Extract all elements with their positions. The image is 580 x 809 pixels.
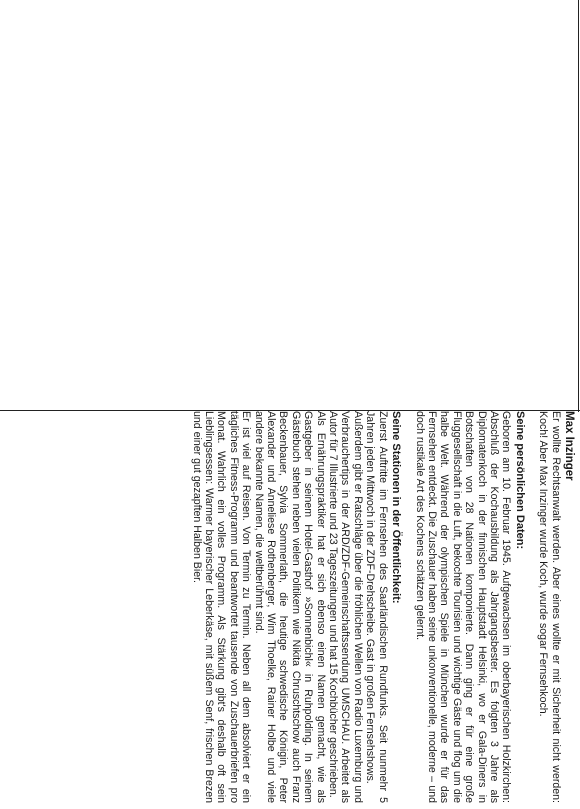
stations-paragraph-4: Er ist viel auf Reisen. Von Termin zu Termin. Neben all dem absolviert er ein tägliches Fitness-Programm und beantwortet tausende von Zuschauerbriefen pro Monat. Wahrlich ein volles Programm. Als Stärkung gibt's deshalb oft sein Lieblingsessen: Warmer bayerischer Leberkäse, mit süßem Senf, frischen Brezen und einer gut gezapften Halben Bier.: [190, 411, 253, 803]
personal-data-heading: Seine persönlichen Daten:: [513, 411, 526, 550]
stations-paragraph-3: Als Ernährungspraktiker hat er sich ebenso einen Namen gemacht, wie als Gastgeber in seinem Hotel-Gasthof »Sonnenbichl« in Ruhpolding. In seinem Gästebuch stehen neben vielen Politikern wie Nikita Chruschtschow auch Franz Beckenbauer, Sylvia Sommerlath, die heutige schwedische Königin, Peter Alexander und Anneliese Rothenberger, Wim Thoelke, Rainer Holbe und viele andere bekannte Namen, die weltberühmt sind.: [252, 411, 327, 803]
stations-paragraph-1: Zuerst Auftritte im Fernsehen des Saarländischen Rundfunks. Seit nunmehr 5 Jahren jeden Mittwoch in der ZDF-Drehscheibe. Gast in großen Fernsehshows.: [364, 411, 389, 803]
document-sheet: [11, 407, 577, 809]
intro-paragraph: Er wollte Rechtsanwalt werden. Aber eines wollte er mit Sicherheit nicht werden: Koch! Aber Max Inzinger wurde Koch, wurde sogar Fernsehkoch.: [537, 411, 562, 803]
stations-heading: Seine Stationen in der Öffentlichkeit:: [390, 411, 403, 604]
stations-paragraph-2: Außerdem gibt er Ratschläge über die fröhlichen Wellen von Radio Luxemburg und Verbrauchertips in der ARD/ZDF-Gemeinschaftssendung UMSCHAU. Arbeitet als Autor für 7 Illustrierte und 23 Tageszeitungen und hat 15 Kochbücher geschrieben.: [327, 411, 364, 803]
bottom-edge-line: [0, 410, 580, 411]
right-edge-line: [578, 0, 579, 412]
personal-data-paragraph: Geboren am 10. Februar 1945. Aufgewachsen im oberbayerischen Holzkirchen: Abschluß der Kochausbildung als Jahrgangsbester. Es folgten 3 Jahre als Diplomatenkoch in der finnischen Hauptstadt Helsinki, wo er Gala-Diners in Botschaften von 28 Nationen komponierte. Dann ging er für eine große Fluggesellschaft in die Luft, bekochte Tourisien und wichtige Gäste und flog um die halbe Welt. Während der olympischen Spiele in München wurde er für das Fernsehen entdeckt. Die Zuschauer haben seine unkonventionelle, moderne – und doch rustikale Art des Kochens schätzen gelernt.: [413, 411, 513, 803]
document-title: Max Inzinger: [563, 411, 575, 481]
